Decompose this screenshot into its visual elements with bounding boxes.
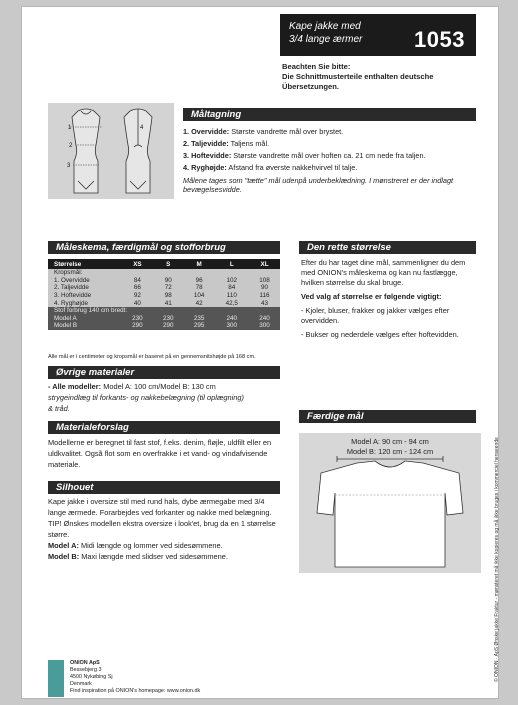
silhouet-tip: TIP! Ønskes modellen ekstra oversize i look'et, brug da en 1 størrelse større.: [48, 519, 276, 539]
table-cell: 108: [249, 277, 280, 285]
table-cell: 295: [184, 322, 215, 330]
footer-country: Denmark: [70, 681, 92, 687]
table-cell: 84: [122, 277, 153, 285]
table-cell: 230: [122, 315, 153, 323]
ovrige-line-2: strygeindlæg til forkants- og nakkebelægning (til oplægning): [48, 393, 244, 402]
finished-garment-panel: [299, 433, 481, 573]
svg-text:1: 1: [68, 125, 72, 131]
column-header: XS: [122, 259, 153, 269]
translation-note: [282, 62, 482, 92]
model-a-measure: Model A: 90 cm - 94 cm: [351, 437, 429, 446]
ovrige-bold: - Alle modeller:: [48, 382, 102, 391]
table-cell: 92: [122, 292, 153, 300]
model-a-label: Model A:: [48, 541, 79, 550]
footer-address: [70, 660, 200, 695]
table-row: [48, 315, 280, 323]
column-header: Størrelse: [48, 259, 122, 269]
table-row: [48, 284, 280, 292]
table-cell: 290: [122, 322, 153, 330]
model-b-label: Model B:: [48, 552, 80, 561]
faerdige-maal-heading: Færdige mål: [299, 410, 476, 423]
table-cell: 72: [153, 284, 184, 292]
measure-label: 4. Ryghøjde:: [183, 163, 227, 172]
table-row: [48, 299, 280, 307]
svg-text:3: 3: [67, 163, 71, 169]
measure-item: [183, 163, 473, 175]
measure-label: 1. Overvidde:: [183, 127, 230, 136]
table-cell: 116: [249, 292, 280, 300]
row-label: 3. Hoftevidde: [48, 292, 122, 300]
pattern-number: 1053: [414, 27, 465, 52]
table-cell: 42,5: [215, 299, 250, 307]
table-cell: 90: [249, 284, 280, 292]
title-line-2: 3/4 lange ærmer: [289, 34, 363, 45]
ovrige-models: Model A: 100 cm/Model B: 130 cm: [103, 382, 216, 391]
materialeforslag-heading: Materialeforslag: [48, 421, 280, 434]
table-cell: 235: [184, 315, 215, 323]
size-important: Ved valg af størrelse er følgende vigtigt:: [301, 292, 442, 301]
size-paragraph: Efter du har taget dine mål, sammenligner du dem med ONION's måleskema og kan nu fastlægge, hvilken størrelse du skal bruge.: [301, 258, 466, 287]
row-label: Model B: [48, 322, 122, 330]
table-row: [48, 322, 280, 330]
table-cell: 96: [184, 277, 215, 285]
row-label: 1. Overvidde: [48, 277, 122, 285]
section-label: Kropsmål:: [48, 269, 122, 277]
column-header: XL: [249, 259, 280, 269]
table-row: [48, 269, 280, 277]
measure-text: Største vandrette mål over hoften ca. 21 cm nede fra taljen.: [233, 151, 426, 160]
body-figure-illustration: [48, 103, 174, 199]
footer-street: Bessebjerg 3: [70, 667, 102, 673]
table-cell: 84: [215, 284, 250, 292]
table-cell: 42: [184, 299, 215, 307]
title-line-1: Kape jakke med: [289, 21, 361, 32]
footer-homepage: Find inspiration på ONION's homepage: www.onion.dk: [70, 688, 201, 694]
table-cell: 90: [153, 277, 184, 285]
table-cell: 102: [215, 277, 250, 285]
measure-label: 3. Hoftevidde:: [183, 151, 232, 160]
table-cell: 110: [215, 292, 250, 300]
model-a-text: Midi længde og lommer ved sidesømmene.: [81, 541, 223, 550]
model-b-text: Maxi længde med slidser ved sidesømmene.: [81, 552, 228, 561]
title-box: [280, 14, 476, 56]
table-cell: 240: [215, 315, 250, 323]
column-header: M: [184, 259, 215, 269]
measure-text: Taljens mål.: [230, 139, 270, 148]
maaleskema-heading: Måleskema, færdigmål og stofforbrug: [48, 241, 280, 254]
row-label: Model A: [48, 315, 122, 323]
silhouet-model-b: [48, 551, 280, 562]
section-label: Stof forbrug 140 cm bredt:: [48, 307, 280, 315]
measure-item: [183, 151, 473, 163]
measure-item: [183, 127, 473, 139]
maaltagning-list: [183, 127, 473, 194]
table-cell: 104: [184, 292, 215, 300]
measuring-figures: [48, 103, 174, 199]
ovrige-text: [48, 381, 280, 414]
size-table: [48, 259, 280, 330]
measure-text: Største vandrette mål over brystet.: [231, 127, 344, 136]
note-line-1: Beachten Sie bitte:: [282, 62, 351, 71]
measure-item: [183, 139, 473, 151]
ovrige-heading: Øvrige materialer: [48, 366, 280, 379]
table-cell: 40: [122, 299, 153, 307]
copyright-vertical: [487, 352, 500, 682]
table-cell: 78: [184, 284, 215, 292]
table-header-row: [48, 259, 280, 269]
ovrige-line-1: [48, 381, 280, 392]
table-row: [48, 292, 280, 300]
garment-illustration: [299, 433, 481, 573]
copyright-text: © ONION · ApS Ønske jakke Fraktur - mønsteret må ikke kopieres og må ikke bruges i kommerciel henseende: [494, 437, 500, 682]
measure-label: 2. Taljevidde:: [183, 139, 229, 148]
pattern-sheet: [21, 6, 499, 699]
note-line-2: Die Schnittmusterteile enthalten deutsche: [282, 72, 434, 81]
table-cell: 230: [153, 315, 184, 323]
table-cell: 41: [153, 299, 184, 307]
note-line-3: Übersetzungen.: [282, 82, 339, 91]
footer-accent: [48, 660, 64, 697]
size-bullet-1: - Kjoler, bluser, frakker og jakker vælges efter overvidden.: [301, 306, 450, 325]
table-cell: 98: [153, 292, 184, 300]
svg-text:4: 4: [140, 125, 144, 131]
table-cell: 290: [153, 322, 184, 330]
silhouet-model-a: [48, 540, 280, 551]
measure-footnote: Målene tages som "tætte" mål udenpå underbeklædning. I mønstreret er der indlagt bevægelsesvidde.: [183, 176, 454, 194]
model-b-measure: Model B: 120 cm - 124 cm: [346, 447, 434, 456]
table-note: Alle mål er i centimeter og kropsmål er baseret på en gennemsnitshøjde på 168 cm.: [48, 354, 256, 360]
footer-city: 4500 Nykøbing Sj: [70, 674, 113, 680]
ovrige-line-3: & tråd.: [48, 404, 70, 413]
svg-text:2: 2: [69, 143, 73, 149]
measure-text: Afstand fra øverste nakkehvirvel til talje.: [228, 163, 358, 172]
table-row: [48, 307, 280, 315]
table-cell: 300: [249, 322, 280, 330]
table-cell: 300: [215, 322, 250, 330]
table-cell: 240: [249, 315, 280, 323]
materialeforslag-text: Modellerne er beregnet til fast stof, f.eks. denim, fløjle, uldfilt eller en uldkvalitet. Også flot som en overfrakke i et vand- og vindafvisende materiale.: [48, 438, 272, 469]
column-header: L: [215, 259, 250, 269]
column-header: S: [153, 259, 184, 269]
size-bullet-2: - Bukser og nederdele vælges efter hoftevidden.: [301, 330, 459, 339]
table-row: [48, 277, 280, 285]
rette-stoerrelse-text: [301, 258, 481, 344]
silhouet-paragraph: Kape jakke i oversize stil med rund hals, dybe ærmegabe med 3/4 lange ærmede. Forarbejdes ved forkanter og nakke med belægning.: [48, 497, 272, 517]
table-cell: 43: [249, 299, 280, 307]
row-label: 4. Ryghøjde: [48, 299, 122, 307]
rette-stoerrelse-heading: Den rette størrelse: [299, 241, 476, 254]
maaltagning-heading: Måltagning: [183, 108, 476, 121]
footer-company: ONION ApS: [70, 660, 100, 666]
row-label: 2. Taljevidde: [48, 284, 122, 292]
silhouet-heading: Silhouet: [48, 481, 280, 494]
table-cell: 66: [122, 284, 153, 292]
silhouet-text: [48, 496, 280, 562]
